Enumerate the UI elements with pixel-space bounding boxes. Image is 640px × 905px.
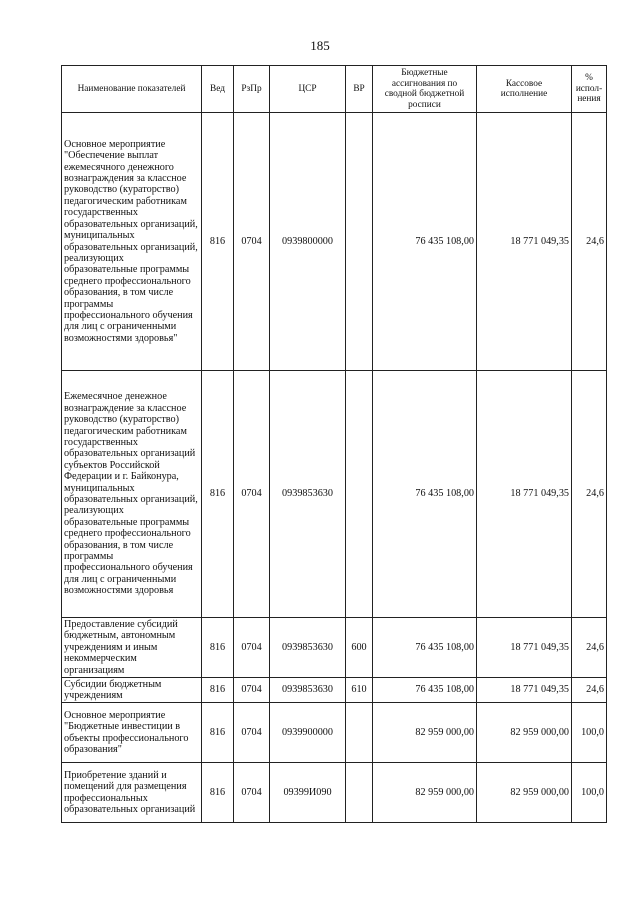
row-vr (346, 371, 373, 618)
row-percent: 100,0 (572, 703, 607, 763)
page-number: 185 (310, 38, 330, 53)
col-header-vr: ВР (346, 66, 373, 113)
row-percent: 24,6 (572, 371, 607, 618)
row-ved: 816 (202, 703, 234, 763)
row-name: Приобретение зданий и помещений для размещения профессиональных образовательных организаций (62, 763, 202, 823)
row-csr: 0939900000 (270, 703, 346, 763)
row-percent: 100,0 (572, 763, 607, 823)
row-assigned: 76 435 108,00 (373, 371, 477, 618)
row-name: Основное мероприятие "Бюджетные инвестиции в объекты профессионального образования" (62, 703, 202, 763)
row-rzpr: 0704 (234, 763, 270, 823)
row-rzpr: 0704 (234, 113, 270, 371)
row-executed: 18 771 049,35 (477, 678, 572, 703)
row-percent: 24,6 (572, 678, 607, 703)
table-row (62, 678, 607, 703)
row-assigned: 82 959 000,00 (373, 763, 477, 823)
row-csr: 0939853630 (270, 678, 346, 703)
header-row (62, 66, 607, 113)
row-ved: 816 (202, 618, 234, 678)
row-executed: 18 771 049,35 (477, 113, 572, 371)
budget-table (61, 65, 607, 823)
row-percent: 24,6 (572, 618, 607, 678)
col-header-executed-line1: Кассовое (505, 78, 543, 89)
col-header-percent-line3: нения (577, 94, 601, 105)
col-header-csr: ЦСР (270, 66, 346, 113)
col-header-percent-line1: % (585, 73, 593, 84)
row-executed: 82 959 000,00 (477, 703, 572, 763)
row-executed: 82 959 000,00 (477, 763, 572, 823)
row-name: Основное мероприятие "Обеспечение выплат ежемесячного денежного вознаграждения за классное руководство (кураторство) педагогическим работникам государственных образовательных организаций, муниципальных образовательных организаций, реализующих образовательные программы среднего профессионального образования, в том числе программы профессионального обучения для лиц с ограниченными возможностями здоровья" (62, 113, 202, 371)
row-assigned: 76 435 108,00 (373, 113, 477, 371)
row-csr: 0939853630 (270, 371, 346, 618)
row-rzpr: 0704 (234, 618, 270, 678)
row-csr: 09399И090 (270, 763, 346, 823)
row-name: Субсидии бюджетным учреждениям (62, 678, 202, 703)
row-ved: 816 (202, 371, 234, 618)
col-header-assigned-line2: ассигнования по (391, 78, 458, 89)
col-header-assigned-line4: росписи (408, 99, 441, 110)
row-percent: 24,6 (572, 113, 607, 371)
row-executed: 18 771 049,35 (477, 618, 572, 678)
table-row (62, 763, 607, 823)
col-header-percent (572, 66, 607, 113)
row-name: Предоставление субсидий бюджетным, автономным учреждениям и иным некоммерческим организациям (62, 618, 202, 678)
col-header-assigned (373, 66, 477, 113)
row-name: Ежемесячное денежное вознаграждение за классное руководство (кураторство) педагогическим работникам государственных образовательных организаций субъектов Российской Федерации и г. Байконура, муниципальных образовательных организаций, реализующих образовательные программы среднего профессионального образования, в том числе программы профессионального обучения для лиц с ограниченными возможностями здоровья (62, 371, 202, 618)
table-row (62, 618, 607, 678)
row-vr (346, 113, 373, 371)
row-rzpr: 0704 (234, 703, 270, 763)
col-header-assigned-line3: сводной бюджетной (384, 89, 465, 99)
row-rzpr: 0704 (234, 678, 270, 703)
col-header-percent-line2: испол- (575, 83, 603, 94)
col-header-rzpr: РзПр (234, 66, 270, 113)
col-header-ved: Вед (202, 66, 234, 113)
row-csr: 0939800000 (270, 113, 346, 371)
row-csr: 0939853630 (270, 618, 346, 678)
table-row (62, 371, 607, 618)
table-row (62, 703, 607, 763)
row-vr: 610 (346, 678, 373, 703)
table-row (62, 113, 607, 371)
row-ved: 816 (202, 678, 234, 703)
col-header-assigned-line1: Бюджетные (401, 68, 448, 78)
row-ved: 816 (202, 113, 234, 371)
row-assigned: 82 959 000,00 (373, 703, 477, 763)
row-assigned: 76 435 108,00 (373, 678, 477, 703)
row-ved: 816 (202, 763, 234, 823)
row-vr (346, 703, 373, 763)
col-header-executed (477, 66, 572, 113)
col-header-executed-line2: исполнение (500, 89, 548, 99)
row-vr (346, 763, 373, 823)
col-header-name: Наименование показателей (62, 66, 202, 113)
row-assigned: 76 435 108,00 (373, 618, 477, 678)
row-rzpr: 0704 (234, 371, 270, 618)
row-executed: 18 771 049,35 (477, 371, 572, 618)
row-vr: 600 (346, 618, 373, 678)
